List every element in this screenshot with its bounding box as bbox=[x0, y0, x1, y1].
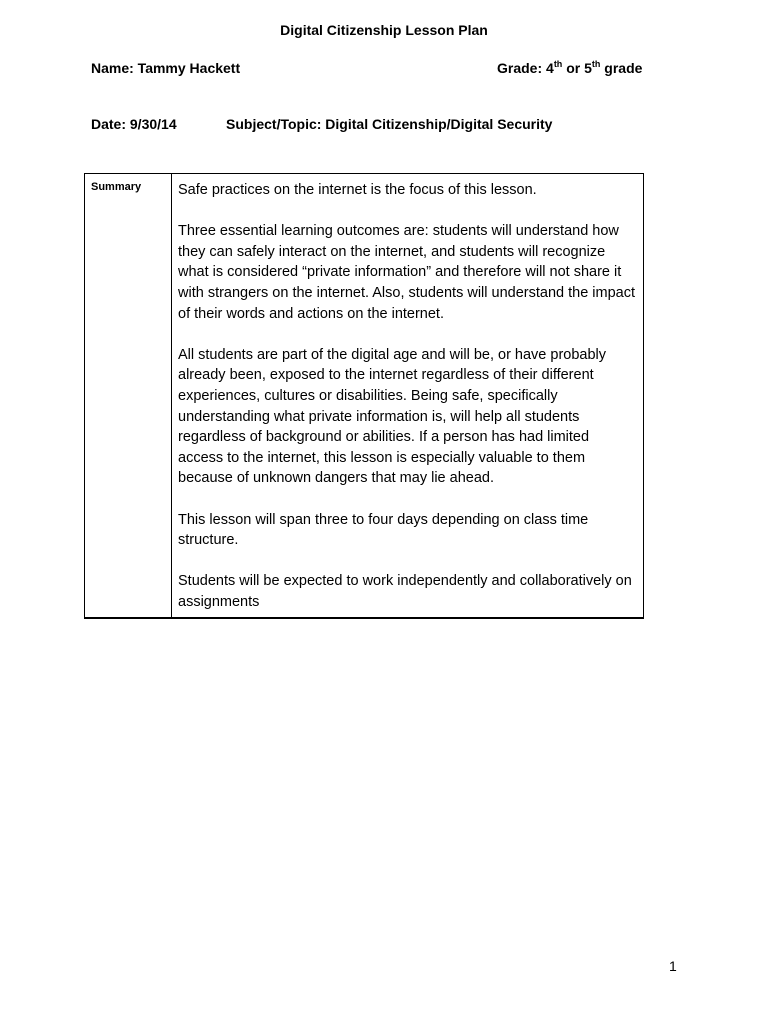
page-number: 1 bbox=[669, 958, 677, 974]
document-title: Digital Citizenship Lesson Plan bbox=[280, 22, 488, 38]
subject-topic: Subject/Topic: Digital Citizenship/Digital Security bbox=[226, 116, 553, 132]
summary-paragraph: Three essential learning outcomes are: students will understand how they can safely interact on the internet, and students will recognize what is considered “private information” and therefore will not share it with strangers on the internet. Also, students will understand the impact of their words and actions on the internet. bbox=[178, 223, 635, 322]
grade-prefix: Grade: 4 bbox=[497, 60, 554, 76]
summary-paragraph: Safe practices on the internet is the focus of this lesson. bbox=[178, 182, 537, 198]
summary-paragraph: Students will be expected to work independently and collaboratively on assignments bbox=[178, 573, 632, 610]
summary-label: Summary bbox=[85, 174, 172, 617]
lesson-date: Date: 9/30/14 bbox=[91, 116, 177, 132]
grade-superscript-1: th bbox=[553, 59, 563, 69]
summary-table bbox=[84, 173, 644, 619]
summary-paragraph: All students are part of the digital age and will be, or have probably already been, exposed to the internet regardless of their different experiences, cultures or disabilities. Being safe, specifically understanding what private information is, will help all students regardless of background or abilities. If a person has had limited access to the internet, this lesson is especially valuable to them because of unknown dangers that may lie ahead. bbox=[178, 346, 607, 487]
summary-content bbox=[172, 174, 643, 617]
teacher-name: Name: Tammy Hackett bbox=[91, 60, 241, 76]
grade-superscript-2: th bbox=[591, 59, 601, 69]
grade-suffix: grade bbox=[600, 60, 643, 76]
grade-middle: or 5 bbox=[562, 60, 592, 76]
summary-paragraph: This lesson will span three to four days depending on class time structure. bbox=[178, 511, 589, 549]
grade-level bbox=[497, 59, 642, 77]
